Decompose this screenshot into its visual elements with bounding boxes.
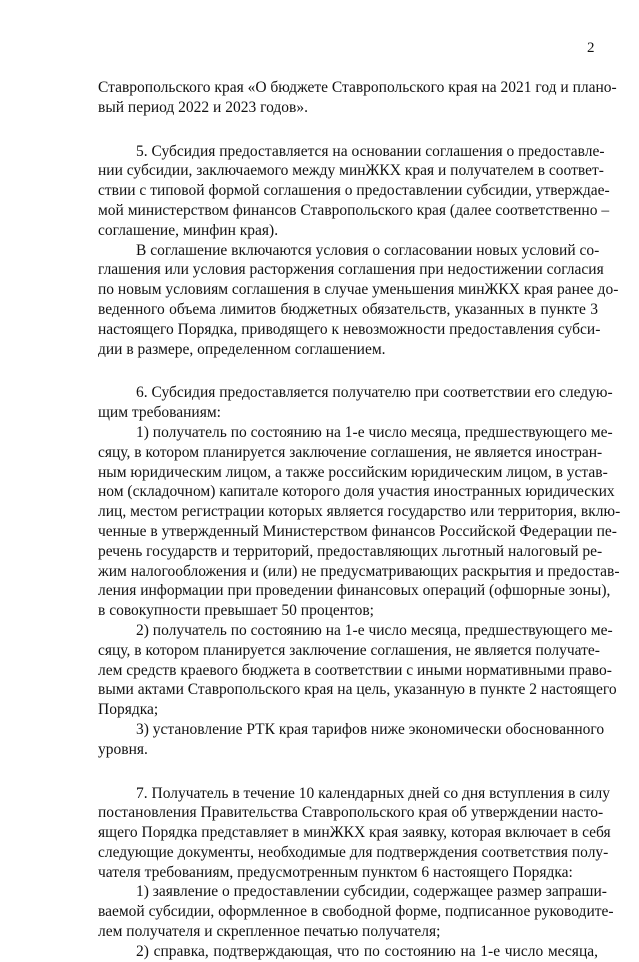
text-line: ченные в утвержденный Министерством финансов Российской Федерации пе- — [98, 522, 617, 540]
text-line: щим требованиям: — [98, 404, 221, 422]
text-line: мой министерством финансов Ставропольского края (далее соответственно – — [98, 201, 610, 219]
text-line: по новым условиям соглашения в случае уменьшения минЖКХ края ранее до- — [98, 281, 619, 299]
text-line: 7. Получатель в течение 10 календарных дней со дня вступления в силу — [136, 784, 610, 802]
paragraph-5-agreement — [98, 241, 619, 360]
text-line: уровня. — [98, 740, 148, 758]
text-line: нии субсидии, заключаемого между минЖКХ края и получателем в соответ- — [98, 162, 604, 180]
page-number: 2 — [587, 40, 595, 56]
text-line: вый период 2022 и 2023 годов». — [98, 98, 308, 116]
text-line: 1) заявление о предоставлении субсидии, содержащее размер запраши- — [136, 883, 607, 901]
paragraph-7 — [98, 784, 611, 883]
text-line: лем средств краевого бюджета в соответствии с иными нормативными право- — [98, 661, 612, 679]
text-line: 5. Субсидия предоставляется на основании соглашения о предоставле- — [136, 142, 605, 160]
text-line: лиц, местом регистрации которых является государство или территория, вклю- — [98, 503, 621, 521]
text-line: В соглашение включаются условия о согласовании новых условий со- — [136, 241, 600, 259]
text-line: веденного объема лимитов бюджетных обязательств, указанных в пункте 3 — [98, 300, 598, 318]
text-line: выми актами Ставропольского края на цель, указанную в пункте 2 настоящего — [98, 681, 617, 699]
document-body — [98, 78, 621, 962]
text-line: Ставропольского края «О бюджете Ставропольского края на 2021 год и плано- — [98, 79, 617, 96]
text-line: ствии с типовой формой соглашения о предоставлении субсидии, утверждае- — [98, 182, 610, 200]
paragraph-intro — [98, 78, 617, 118]
text-line: 2) получатель по состоянию на 1-е число месяца, предшествующего ме- — [136, 621, 613, 639]
text-line: настоящего Порядка, приводящего к невозможности предоставления субси- — [98, 320, 601, 338]
text-line: в совокупности превышает 50 процентов; — [98, 602, 374, 620]
text-line: чателя требованиям, предусмотренным пунктом 6 настоящего Порядка: — [98, 863, 573, 881]
text-line: постановления Правительства Ставропольского края об утверждении насто- — [98, 804, 604, 822]
text-line: жим налогообложения и (или) не предусматривающих раскрытия и предостав- — [98, 562, 620, 580]
paragraph-5 — [98, 142, 610, 241]
text-line: ления информации при проведении финансовых операций (офшорные зоны), — [98, 582, 611, 600]
text-line: речень государств и территорий, предоставляющих льготный налоговый ре- — [98, 542, 603, 560]
text-line: соглашение, минфин края). — [98, 221, 279, 239]
text-line: Порядка; — [98, 701, 159, 719]
text-line: ном (складочном) капитале которого доля участия иностранных юридических — [98, 483, 615, 501]
text-line: ным юридическим лицом, а также российским юридическим лицом, в устав- — [98, 463, 608, 481]
paragraph-6-item-1 — [98, 423, 621, 621]
text-line: глашения или условия расторжения соглашения при недостижении согласия — [98, 261, 604, 279]
paragraph-6-item-2 — [98, 621, 617, 720]
text-line: дии в размере, определенном соглашением. — [98, 340, 386, 358]
paragraph-6-item-3 — [98, 720, 605, 760]
text-line: 6. Субсидия предоставляется получателю при соответствии его следую- — [136, 384, 613, 402]
paragraph-7-item-2 — [98, 942, 598, 962]
paragraph-7-item-1 — [98, 882, 614, 941]
paragraph-6 — [98, 383, 613, 423]
text-line: ваемой субсидии, оформленное в свободной форме, подписанное руководите- — [98, 903, 614, 921]
text-line: 3) установление РТК края тарифов ниже экономически обоснованного — [136, 720, 605, 738]
text-line: 1) получатель по состоянию на 1-е число месяца, предшествующего ме- — [136, 423, 613, 441]
text-line: лем получателя и скрепленное печатью получателя; — [98, 923, 441, 941]
text-line: сяцу, в котором планируется заключение соглашения, не является получате- — [98, 641, 600, 659]
text-line: 2) справка, подтверждающая, что по состоянию на 1-е число месяца, — [136, 942, 598, 960]
text-line: сяцу, в котором планируется заключение соглашения, не является иностран- — [98, 443, 603, 461]
text-line: ящего Порядка представляет в минЖКХ края заявку, которая включает в себя — [98, 824, 611, 842]
text-line: следующие документы, необходимые для подтверждения соответствия полу- — [98, 843, 609, 861]
